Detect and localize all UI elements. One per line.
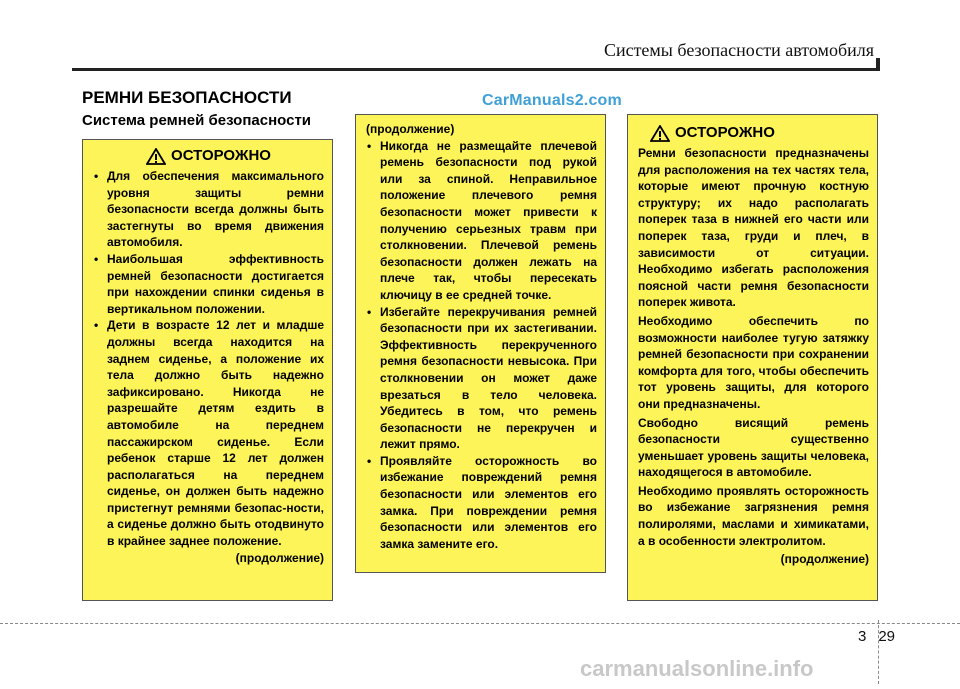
continued-label: (продолжение) — [780, 552, 869, 567]
section-title: РЕМНИ БЕЗОПАСНОСТИ — [82, 88, 292, 107]
page-number-value: 29 — [878, 628, 896, 645]
list-item: • Избегайте перекручивания ремней безопасности при их застегивании. Эффективность перекрученного ремня безопасности невысока. При столкновении он может даже врезаться в тело человека. Убедитесь в том, что ремень безопасности не перекручен и лежит прямо. — [366, 304, 597, 453]
warning-box-1 — [82, 139, 333, 601]
header-rule-end — [876, 58, 880, 71]
warning-header — [93, 148, 324, 165]
paragraph: Свободно висящий ремень безопасности существенно уменьшает уровень защиты человека, находящегося в автомобиле. — [638, 415, 869, 480]
list-item: • Дети в возрасте 12 лет и младше должны всегда находится на заднем сиденье, а положение их тела должно быть надежно зафиксировано. Никогда не разрешайте детям ездить в автомобиле на переднем пассажирском сиденье. Если ребенок старше 12 лет должен располагаться на переднем сиденье, он должен быть надежно пристегнут ремнями безопас-ности, а сиденье должно быть отодвинуто в крайнее заднее положение. — [93, 317, 324, 549]
warning-box-3 — [627, 114, 878, 601]
page-number — [858, 628, 895, 645]
watermark-top: CarManuals2.com — [482, 92, 622, 109]
list-item: • Проявляйте осторожность во избежание повреждений ремня безопасности или элементов его замка. При повреждении ремня безопасности или элементов его замка замените его. — [366, 453, 597, 553]
list-item: • Никогда не размещайте плечевой ремень безопасности под рукой или за спиной. Неправильное положение плечевого ремня безопасности может привести к получению серьезных травм при столкновении. Плечевой ремень безопасности должен лежать на плече так, чтобы пересекать ключицу в ее средней точке. — [366, 138, 597, 304]
paragraph: Необходимо проявлять осторожность во избежание загрязнения ремня полиролями, маслами и химикатами, а в особенности электролитом. — [638, 483, 869, 548]
continued-label: (продолжение) — [235, 550, 324, 565]
continued-label: (продолжение) — [366, 122, 455, 136]
warning-triangle-icon — [146, 148, 166, 165]
footer-rule — [0, 623, 960, 624]
subtitle: Система ремней безопасности — [82, 112, 312, 129]
bullet-list — [93, 168, 324, 550]
paragraph: Ремни безопасности предназначены для расположения на тех частях тела, которые имеют прочную костную структуру; их надо располагать поперек таза в нижней его части или поперек таза, груди и плеч, в зависимости от ситуации. Необходимо избегать расположения поясной части ремня безопасности поперек живота. — [638, 146, 869, 310]
warning-label: ОСТОРОЖНО — [675, 124, 775, 142]
page-header-title: Системы безопасности автомобиля — [603, 40, 874, 60]
warning-box-2 — [355, 114, 606, 573]
list-item: • Для обеспечения максимального уровня защиты ремни безопасности всегда должны быть застегнуты во время движения автомобиля. — [93, 168, 324, 251]
paragraph: Необходимо обеспечить по возможности наиболее тугую затяжку ремней безопасности при сохранении комфорта для того, чтобы обеспечить тот уровень защиты, для которого они предназначены. — [638, 313, 869, 411]
warning-header — [638, 125, 869, 142]
warning-triangle-icon — [650, 125, 670, 142]
header-rule — [72, 68, 880, 71]
list-item: • Наибольшая эффективность ремней безопасности достигается при нахождении спинки сиденья в вертикальном положении. — [93, 251, 324, 317]
watermark-bottom: carmanualsonline.info — [580, 656, 814, 681]
bullet-list — [366, 138, 597, 553]
chapter-number: 3 — [858, 628, 867, 645]
warning-label: ОСТОРОЖНО — [171, 147, 271, 165]
